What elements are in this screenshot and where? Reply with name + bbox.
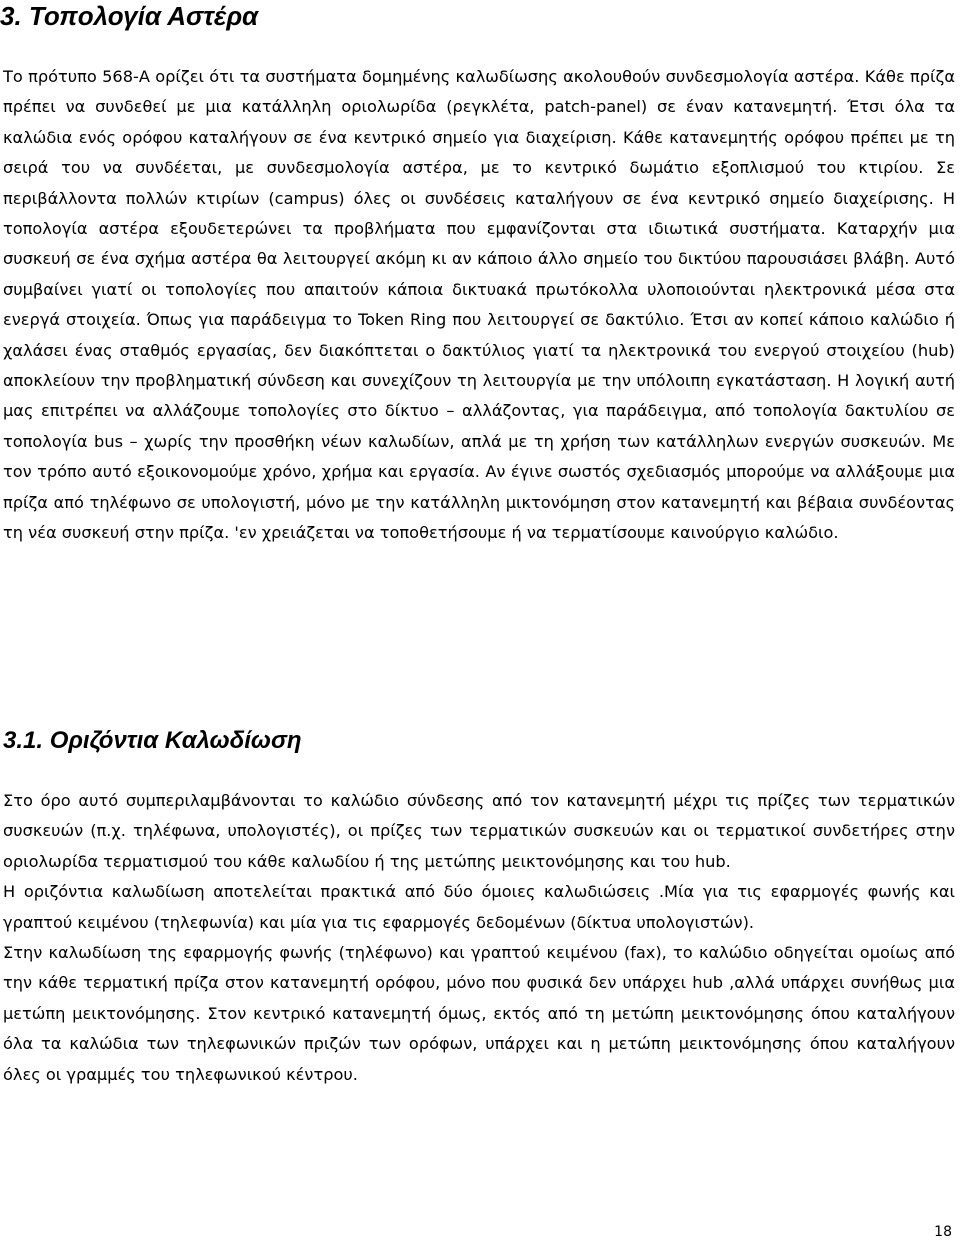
subsection-body xyxy=(3,786,955,1090)
page-number: 18 xyxy=(934,1224,952,1240)
body-paragraph: Στο όρο αυτό συμπεριλαμβάνονται το καλώδιο σύνδεσης από τον κατανεμητή μέχρι τις πρίζες των τερματικών συσκευών (π.χ. τηλέφωνα, υπολογιστές), οι πρίζες των τερματικών συσκευών και οι τερματικοί συνδετήρες στην οριολωρίδα τερματισμού του κάθε καλωδίου ή της μετώπης μεικτονόμησης και του hub. xyxy=(3,791,955,871)
subsection-heading: 3.1. Οριζόντια Καλωδίωση xyxy=(3,727,302,754)
body-paragraph: Το πρότυπο 568-Α ορίζει ότι τα συστήματα δομημένης καλωδίωσης ακολουθούν συνδεσμολογία αστέρα. Κάθε πρίζα πρέπει να συνδεθεί με μια κατάλληλη οριολωρίδα (ρεγκλέτα, patch-panel) σε έναν κατανεμητή. Έτσι όλα τα καλώδια ενός ορόφου καταλήγουν σε ένα κεντρικό σημείο για διαχείριση. Κάθε κατανεμητής ορόφου πρέπει με τη σειρά του να συνδέεται, με συνδεσμολογία αστέρα, με το κεντρικό δωμάτιο εξοπλισμού του κτιρίου. Σε περιβάλλοντα πολλών κτιρίων (campus) όλες οι συνδέσεις καταλήγουν σε ένα κεντρικό σημείο διαχείρισης. Η τοπολογία αστέρα εξουδετερώνει τα προβλήματα που εμφανίζονται στα ιδιωτικά συστήματα. Καταρχήν μια συσκευή σε ένα σχήμα αστέρα θα λειτουργεί ακόμη κι αν κάποιο άλλο σημείο του δικτύου παρουσιάσει βλάβη. Αυτό συμβαίνει γιατί οι τοπολογίες που απαιτούν κάποια δικτυακά πρωτόκολλα υλοποιούνται ηλεκτρονικά μέσα στα ενεργά στοιχεία. Όπως για παράδειγμα το Token Ring που λειτουργεί σε δακτύλιο. Έτσι αν κοπεί κάποιο καλώδιο ή χαλάσει ένας σταθμός εργασίας, δεν διακόπτεται ο δακτύλιος γιατί τα ηλεκτρονικά του ενεργού στοιχείου (hub) αποκλείουν την προβληματική σύνδεση και συνεχίζουν τη λειτουργία με την υπόλοιπη εγκατάσταση. Η λογική αυτή μας επιτρέπει να αλλάζουμε τοπολογίες στο δίκτυο – αλλάζοντας, για παράδειγμα, από τοπολογία δακτυλίου σε τοπολογία bus – χωρίς την προσθήκη νέων καλωδίων, απλά με τη χρήση των κατάλληλων ενεργών συσκευών. Με τον τρόπο αυτό εξοικονομούμε χρόνο, χρήμα και εργασία. Αν έγινε σωστός σχεδιασμός μπορούμε να αλλάξουμε μια πρίζα από τηλέφωνο σε υπολογιστή, μόνο με την κατάλληλη μικτονόμηση στον κατανεμητή και βέβαια συνδέοντας τη νέα συσκευή στην πρίζα. 'εν χρειάζεται να τοποθετήσουμε ή να τερματίσουμε καινούργιο καλώδιο. xyxy=(3,67,955,543)
section-body xyxy=(3,62,955,549)
body-paragraph: Στην καλωδίωση της εφαρμογής φωνής (τηλέφωνο) και γραπτού κειμένου (fax), το καλώδιο οδηγείται ομοίως από την κάθε τερματική πρίζα στον κατανεμητή ορόφου, μόνο που φυσικά δεν υπάρχει hub ,αλλά υπάρχει συνήθως μια μετώπη μεικτονόμησης. Στον κεντρικό κατανεμητή όμως, εκτός από τη μετώπη μεικτονόμησης όπου καταλήγουν όλα τα καλώδια των τηλεφωνικών πριζών των ορόφων, υπάρχει και η μετώπη μεικτονόμησης όπου καταλήγουν όλες οι γραμμές του τηλεφωνικού κέντρου. xyxy=(3,943,955,1084)
section-heading: 3. Τοπολογία Αστέρα xyxy=(0,1,259,31)
body-paragraph: Η οριζόντια καλωδίωση αποτελείται πρακτικά από δύο όμοιες καλωδιώσεις .Μία για τις εφαρμογές φωνής και γραπτού κειμένου (τηλεφωνία) και μία για τις εφαρμογές δεδομένων (δίκτυα υπολογιστών). xyxy=(3,882,955,932)
